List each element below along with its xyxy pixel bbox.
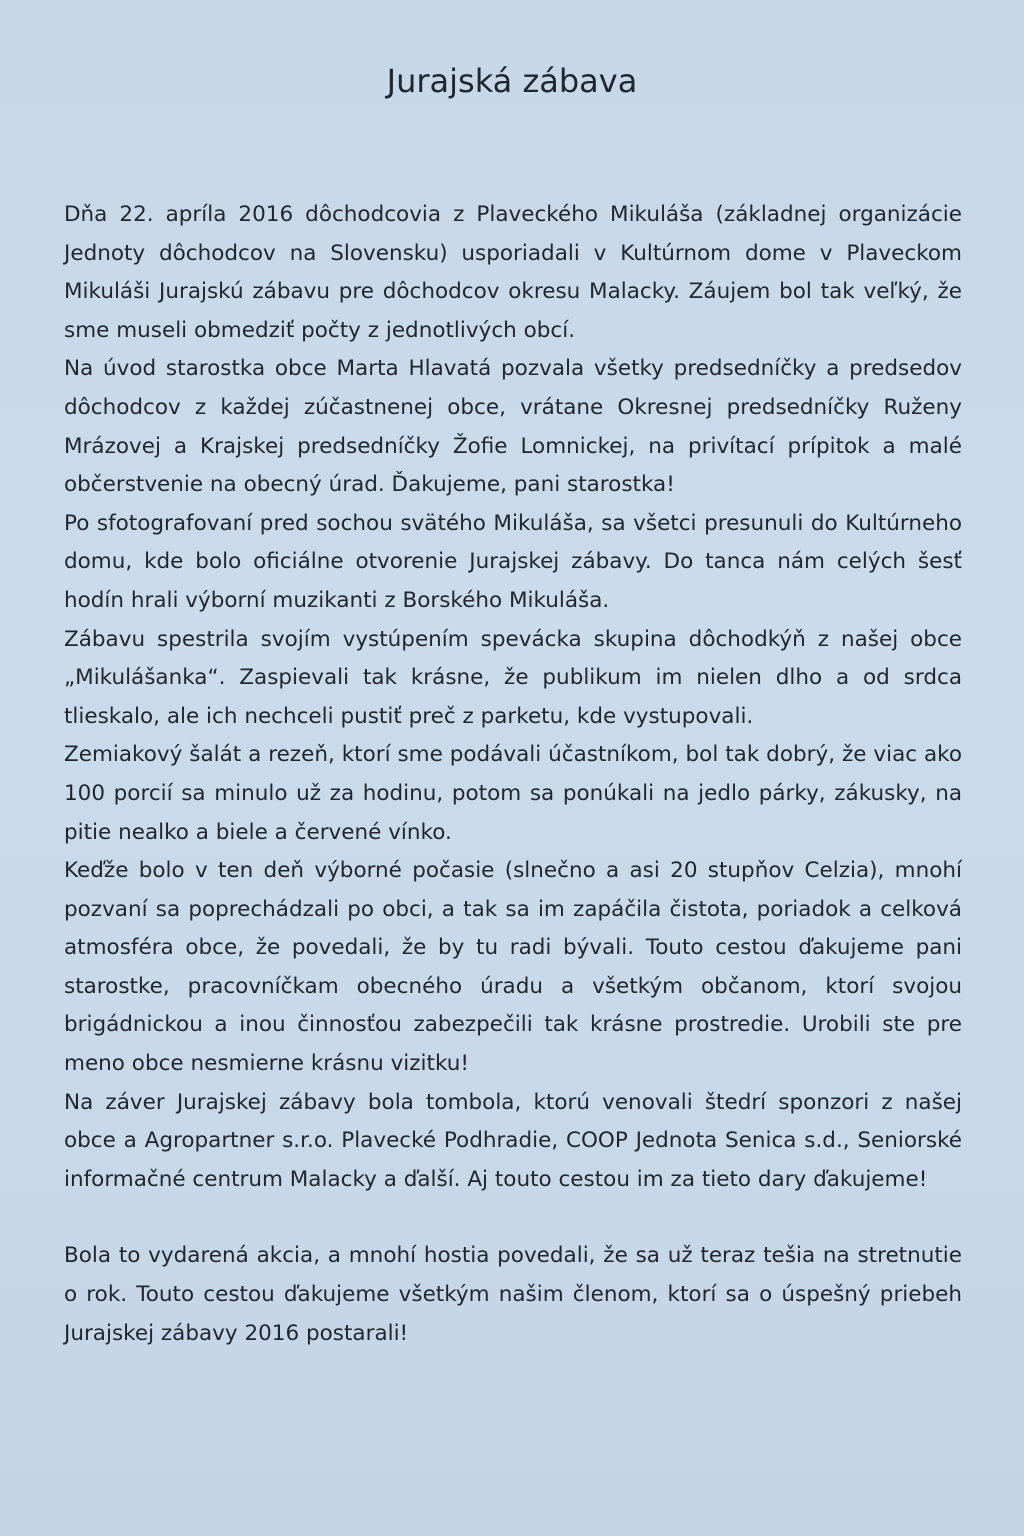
paragraph-performance: Zábavu spestrila svojím vystúpením spevácka skupina dôchodkýň z našej obce „Mikulášanka“. Zaspievali tak krásne, že publikum im nielen dlho a od srdca tlieskalo, ale ich nechceli pustiť preč z parketu, kde vystupovali.	[64, 626, 962, 729]
document-body	[64, 196, 962, 1353]
paragraph-closing: Bola to vydarená akcia, a mnohí hostia povedali, že sa už teraz tešia na stretnutie o rok. Touto cestou ďakujeme všetkým našim členom, ktorí sa o úspešný priebeh Jurajskej zábavy 2016 postarali!	[64, 1243, 962, 1346]
document-title: Jurajská zábava	[386, 62, 638, 100]
paragraph-welcome: Na úvod starostka obce Marta Hlavatá pozvala všetky predsedníčky a predsedov dôchodcov z každej zúčastnenej obce, vrátane Okresnej predsedníčky Ruženy Mrázovej a Krajskej predsedníčky Žofie Lomnickej, na privítací prípitok a malé občerstvenie na obecný úrad. Ďakujeme, pani starostka!	[64, 356, 962, 498]
paragraph-food: Zemiakový šalát a rezeň, ktorí sme podávali účastníkom, bol tak dobrý, že viac ako 100 porcií sa minulo už za hodinu, potom sa ponúkali na jedlo párky, zákusky, na pitie nealko a biele a červené vínko.	[64, 742, 962, 845]
paragraph-opening: Po sfotografovaní pred sochou svätého Mikuláša, sa všetci presunuli do Kultúrneho domu, kde bolo oficiálne otvorenie Jurajskej zábavy. Do tanca nám celých šesť hodín hrali výborní muzikanti z Borského Mikuláša.	[64, 510, 962, 613]
paragraph-weather: Keďže bolo v ten deň výborné počasie (slnečno a asi 20 stupňov Celzia), mnohí pozvaní sa poprechádzali po obci, a tak sa im zapáčila čistota, poriadok a celková atmosféra obce, že povedali, že by tu radi bývali. Touto cestou ďakujeme pani starostke, pracovníčkam obecného úradu a všetkým občanom, ktorí svojou brigádnickou a inou činnosťou zabezpečili tak krásne prostredie. Urobili ste pre meno obce nesmierne krásnu vizitku!	[64, 858, 962, 1077]
paragraph-tombola: Na záver Jurajskej zábavy bola tombola, ktorú venovali štedrí sponzori z našej obce a Agropartner s.r.o. Plavecké Podhradie, COOP Jednota Senica s.d., Seniorské informačné centrum Malacky a ďalší. Aj touto cestou im za tieto dary ďakujeme!	[64, 1089, 962, 1192]
paragraph-intro: Dňa 22. apríla 2016 dôchodcovia z Plaveckého Mikuláša (základnej organizácie Jednoty dôchodcov na Slovensku) usporiadali v Kultúrnom dome v Plaveckom Mikuláši Jurajskú zábavu pre dôchodcov okresu Malacky. Záujem bol tak veľký, že sme museli obmedziť počty z jednotlivých obcí.	[64, 202, 962, 343]
